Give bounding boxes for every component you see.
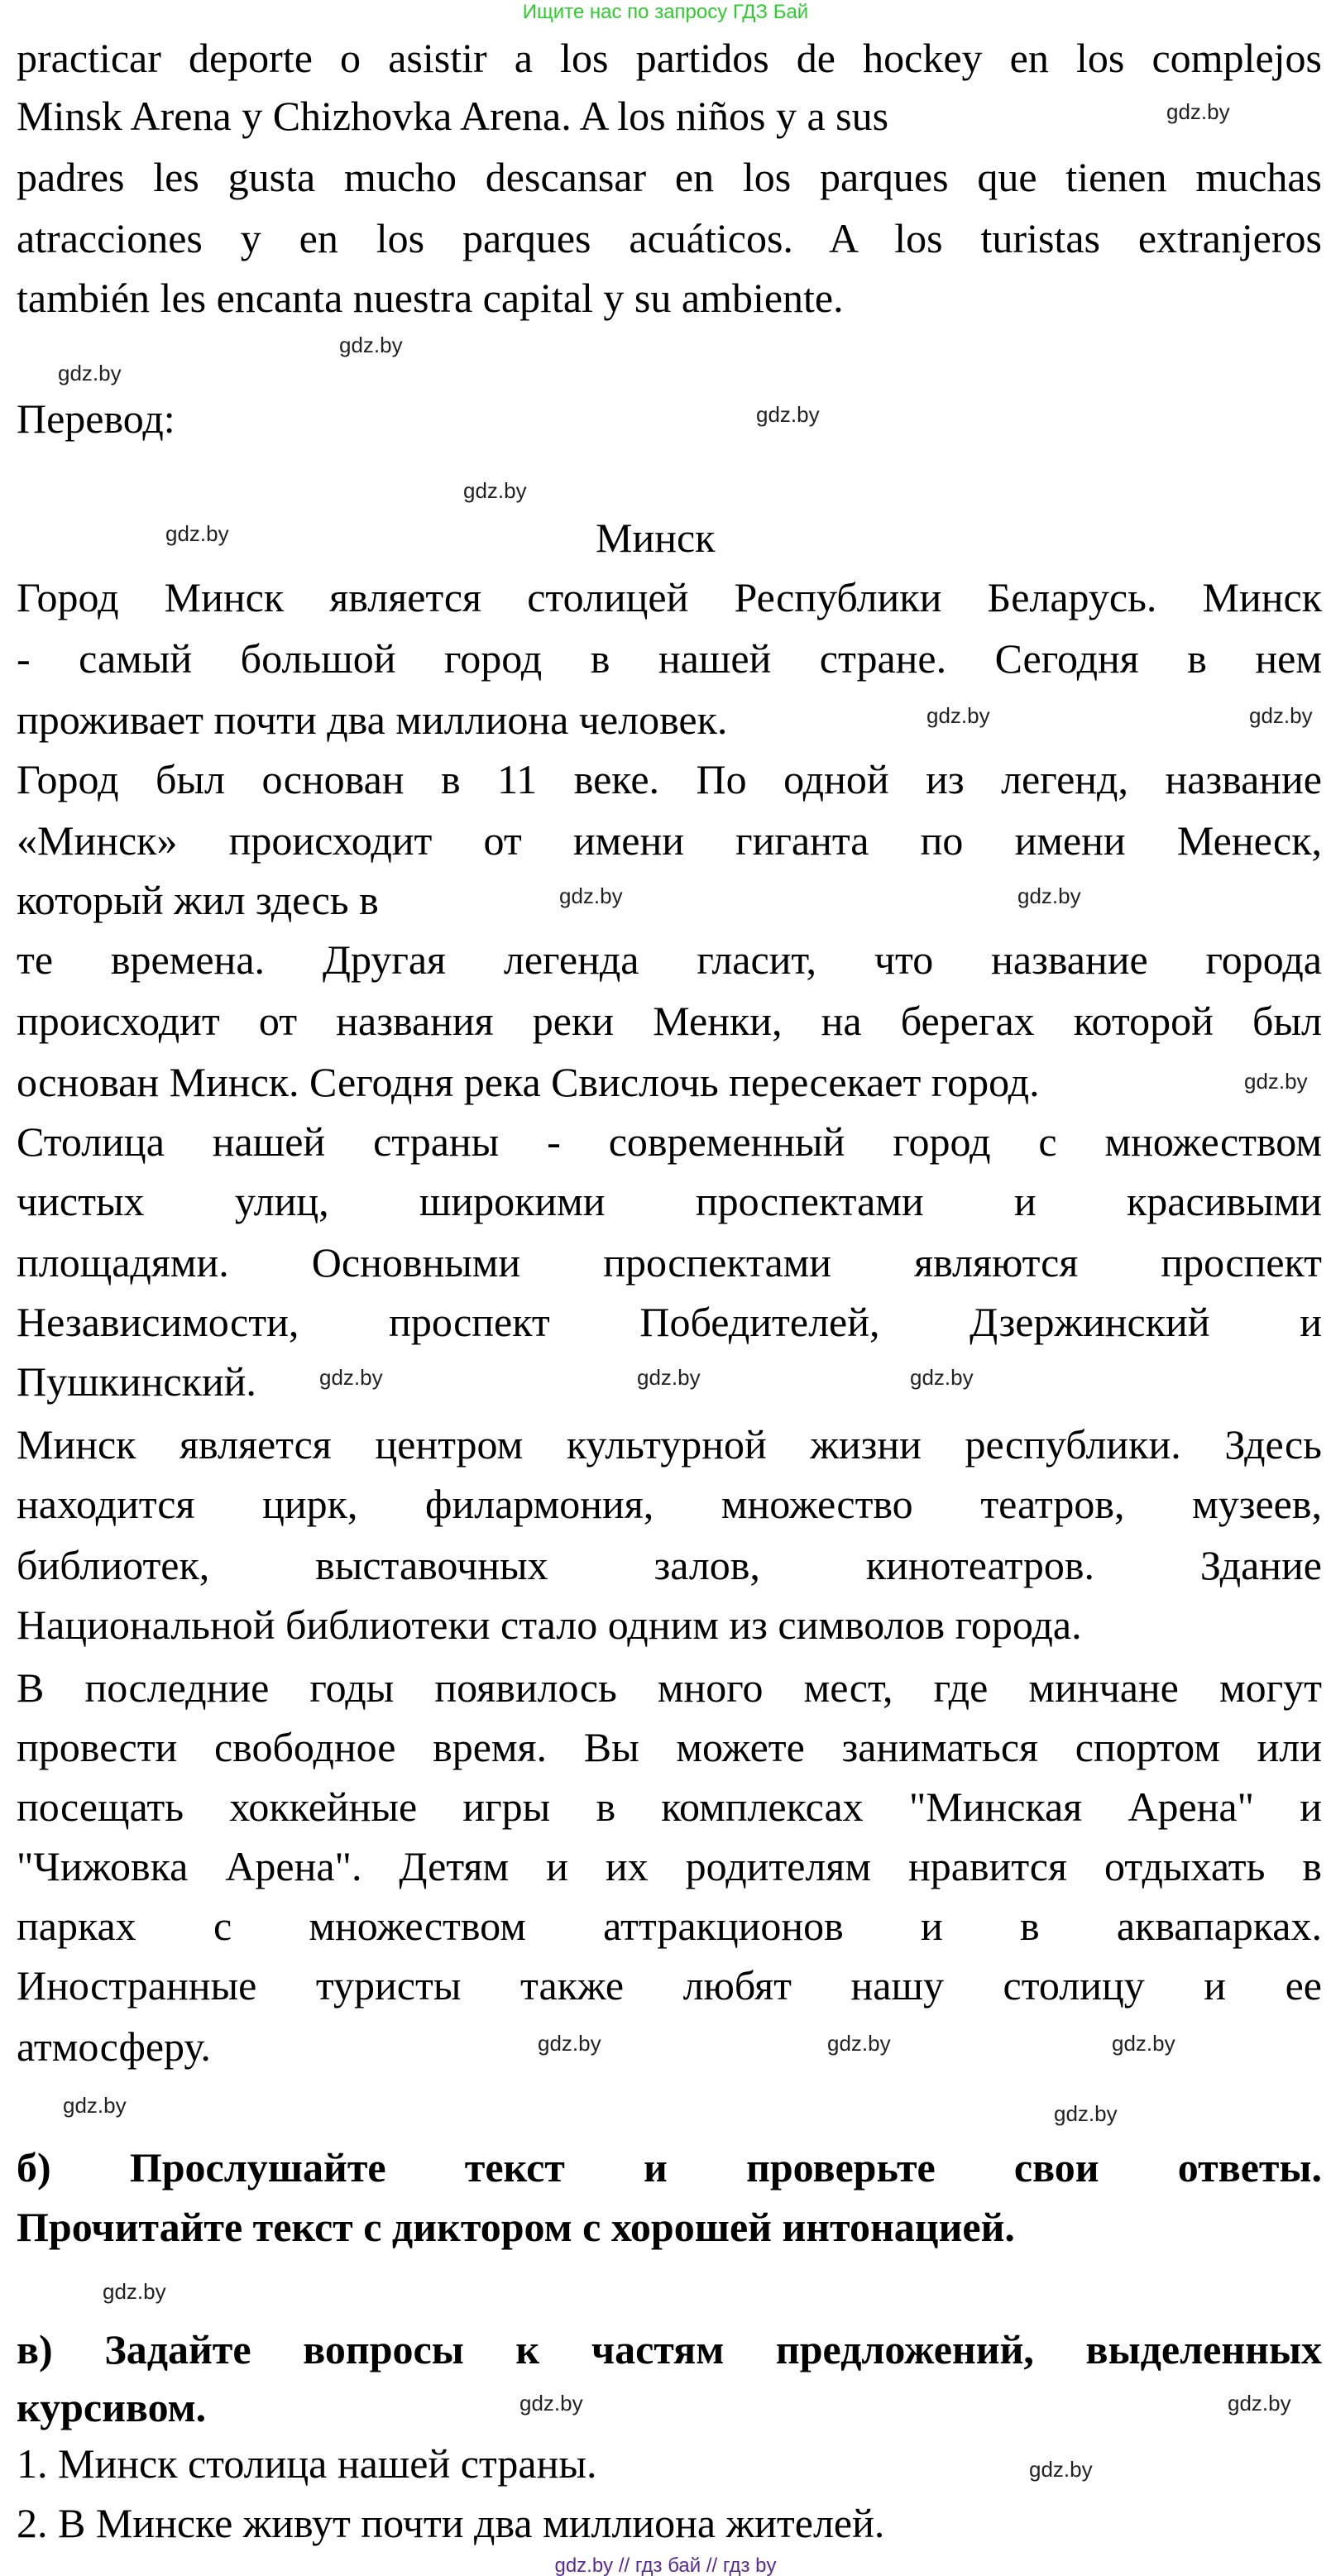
- text-line: парках с множеством аттракционов и в аквапарках.: [17, 1903, 1322, 1949]
- watermark: gdz.by: [756, 402, 820, 427]
- text-line: В последние годы появилось много мест, где минчане могут: [17, 1664, 1322, 1711]
- text-line: основан Минск. Сегодня река Свислочь пересекает город.: [17, 1059, 1040, 1105]
- text-line: площадями. Основными проспектами являются проспект: [17, 1239, 1322, 1286]
- watermark: gdz.by: [165, 521, 229, 546]
- watermark: gdz.by: [519, 2391, 583, 2416]
- watermark: gdz.by: [1112, 2031, 1175, 2056]
- watermark: gdz.by: [103, 2279, 166, 2304]
- text-line: - самый большой город в нашей стране. Сегодня в нем: [17, 635, 1322, 682]
- text-line: Национальной библиотеки стало одним из символов города.: [17, 1602, 1082, 1648]
- text-line: padres les gusta mucho descansar en los parques que tienen muchas: [17, 154, 1322, 200]
- watermark: gdz.by: [319, 1365, 383, 1390]
- text-line: también les encanta nuestra capital y su ambiente.: [17, 275, 844, 321]
- text-line: провести свободное время. Вы можете заниматься спортом или: [17, 1724, 1322, 1770]
- watermark: gdz.by: [1017, 883, 1081, 908]
- task-instruction-line: курсивом.: [17, 2384, 207, 2430]
- text-line: "Чижовка Арена". Детям и их родителям нравится отдыхать в: [17, 1843, 1322, 1889]
- watermark: gdz.by: [63, 2093, 127, 2118]
- text-line: 1. Минск столица нашей страны.: [17, 2440, 597, 2487]
- watermark: gdz.by: [339, 333, 403, 357]
- text-line: посещать хоккейные игры в комплексах "Минская Арена" и: [17, 1784, 1322, 1830]
- watermark: gdz.by: [1029, 2457, 1093, 2482]
- watermark: gdz.by: [1054, 2101, 1118, 2126]
- text-line: Столица нашей страны - современный город с множеством: [17, 1118, 1322, 1165]
- text-line: который жил здесь в: [17, 877, 379, 923]
- task-instruction-line: б) Прослушайте текст и проверьте свои ответы.: [17, 2144, 1322, 2191]
- text-line: Пушкинский.: [17, 1358, 256, 1405]
- text-line: Перевод:: [17, 395, 175, 442]
- text-line: находится цирк, филармония, множество театров, музеев,: [17, 1481, 1322, 1527]
- text-line: происходит от названия реки Менки, на берегах которой был: [17, 998, 1322, 1044]
- text-line: 2. В Минске живут почти два миллиона жителей.: [17, 2500, 885, 2546]
- text-line: те времена. Другая легенда гласит, что название города: [17, 936, 1322, 983]
- text-line: Город был основан в 11 веке. По одной из легенд, название: [17, 756, 1322, 802]
- text-line: Minsk Arena y Chizhovka Arena. A los niños y a sus: [17, 93, 889, 139]
- watermark: gdz.by: [1228, 2391, 1291, 2416]
- text-line: чистых улиц, широкими проспектами и красивыми: [17, 1178, 1322, 1224]
- watermark: gdz.by: [538, 2031, 601, 2056]
- watermark: gdz.by: [926, 703, 990, 728]
- task-instruction-line: Прочитайте текст с диктором с хорошей интонацией.: [17, 2204, 1015, 2250]
- text-line: «Минск» происходит от имени гиганта по имени Менеск,: [17, 817, 1322, 864]
- text-line: библиотек, выставочных залов, кинотеатров. Здание: [17, 1542, 1322, 1588]
- text-line: Город Минск является столицей Республики Беларусь. Минск: [17, 574, 1322, 620]
- watermark: gdz.by: [827, 2031, 891, 2056]
- search-hint-banner[interactable]: Ищите нас по запросу ГДЗ Бай: [522, 1, 809, 23]
- task-instruction-line: в) Задайте вопросы к частям предложений, выделенных: [17, 2326, 1322, 2373]
- watermark: gdz.by: [1166, 99, 1230, 124]
- watermark: gdz.by: [910, 1365, 974, 1390]
- text-line: атмосферу.: [17, 2023, 211, 2070]
- footer-links[interactable]: gdz.by // гдз бай // гдз by: [554, 2554, 777, 2576]
- text-line: atracciones y en los parques acuáticos. A los turistas extranjeros: [17, 215, 1322, 261]
- watermark: gdz.by: [463, 478, 527, 503]
- watermark: gdz.by: [637, 1365, 701, 1390]
- text-line: practicar deporte o asistir a los partidos de hockey en los complejos: [17, 35, 1322, 81]
- text-line: Независимости, проспект Победителей, Дзержинский и: [17, 1299, 1322, 1345]
- text-line: проживает почти два миллиона человек.: [17, 697, 728, 743]
- watermark: gdz.by: [1244, 1069, 1308, 1094]
- watermark: gdz.by: [559, 883, 623, 908]
- section-title: Минск: [596, 515, 716, 561]
- text-line: Минск является центром культурной жизни республики. Здесь: [17, 1421, 1322, 1468]
- text-line: Иностранные туристы также любят нашу столицу и ее: [17, 1962, 1322, 2009]
- watermark: gdz.by: [1249, 703, 1313, 728]
- watermark: gdz.by: [58, 361, 122, 385]
